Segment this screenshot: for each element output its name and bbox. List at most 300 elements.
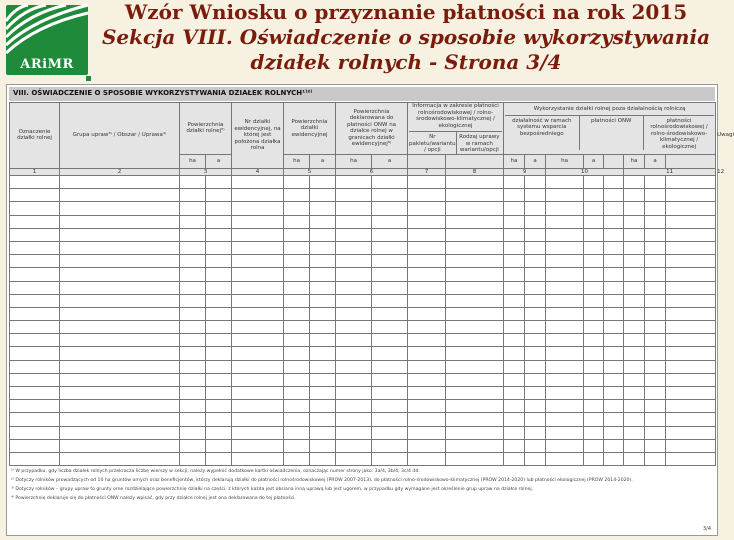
table-cell[interactable] — [408, 347, 446, 360]
table-cell[interactable] — [604, 294, 624, 307]
table-cell[interactable] — [645, 360, 666, 373]
table-cell[interactable] — [666, 426, 716, 439]
table-cell[interactable] — [206, 387, 232, 400]
table-cell[interactable] — [604, 439, 624, 452]
table-cell[interactable] — [666, 241, 716, 254]
table-cell[interactable] — [10, 439, 60, 452]
table-cell[interactable] — [10, 268, 60, 281]
table-cell[interactable] — [408, 334, 446, 347]
table-cell[interactable] — [60, 189, 180, 202]
table-cell[interactable] — [666, 189, 716, 202]
table-cell[interactable] — [206, 176, 232, 189]
table-cell[interactable] — [60, 294, 180, 307]
table-cell[interactable] — [10, 202, 60, 215]
table-cell[interactable] — [525, 387, 546, 400]
table-cell[interactable] — [206, 307, 232, 320]
table-cell[interactable] — [446, 439, 504, 452]
table-cell[interactable] — [10, 387, 60, 400]
table-cell[interactable] — [336, 255, 372, 268]
table-cell[interactable] — [546, 255, 584, 268]
table-cell[interactable] — [232, 202, 284, 215]
table-cell[interactable] — [372, 373, 408, 386]
table-cell[interactable] — [645, 189, 666, 202]
table-cell[interactable] — [408, 228, 446, 241]
table-cell[interactable] — [666, 281, 716, 294]
table-cell[interactable] — [504, 373, 525, 386]
table-cell[interactable] — [284, 255, 310, 268]
table-cell[interactable] — [584, 215, 604, 228]
table-cell[interactable] — [446, 426, 504, 439]
table-cell[interactable] — [408, 452, 446, 465]
table-cell[interactable] — [604, 387, 624, 400]
table-cell[interactable] — [666, 452, 716, 465]
table-cell[interactable] — [446, 189, 504, 202]
table-cell[interactable] — [232, 241, 284, 254]
table-cell[interactable] — [504, 268, 525, 281]
table-cell[interactable] — [10, 241, 60, 254]
table-cell[interactable] — [284, 307, 310, 320]
table-cell[interactable] — [180, 413, 206, 426]
table-cell[interactable] — [408, 321, 446, 334]
table-cell[interactable] — [504, 281, 525, 294]
table-cell[interactable] — [180, 373, 206, 386]
table-cell[interactable] — [232, 400, 284, 413]
table-cell[interactable] — [10, 294, 60, 307]
table-cell[interactable] — [284, 241, 310, 254]
table-cell[interactable] — [504, 439, 525, 452]
table-cell[interactable] — [504, 176, 525, 189]
table-cell[interactable] — [604, 452, 624, 465]
table-cell[interactable] — [546, 413, 584, 426]
table-cell[interactable] — [408, 202, 446, 215]
table-cell[interactable] — [604, 334, 624, 347]
table-cell[interactable] — [525, 215, 546, 228]
table-cell[interactable] — [546, 294, 584, 307]
table-cell[interactable] — [284, 176, 310, 189]
table-cell[interactable] — [624, 228, 645, 241]
table-cell[interactable] — [336, 294, 372, 307]
table-cell[interactable] — [232, 268, 284, 281]
table-cell[interactable] — [206, 241, 232, 254]
table-cell[interactable] — [284, 294, 310, 307]
table-cell[interactable] — [310, 413, 336, 426]
table-cell[interactable] — [525, 189, 546, 202]
table-cell[interactable] — [624, 255, 645, 268]
table-cell[interactable] — [372, 189, 408, 202]
table-cell[interactable] — [624, 202, 645, 215]
table-cell[interactable] — [604, 400, 624, 413]
table-cell[interactable] — [666, 413, 716, 426]
table-cell[interactable] — [232, 255, 284, 268]
table-cell[interactable] — [60, 347, 180, 360]
table-cell[interactable] — [504, 294, 525, 307]
table-cell[interactable] — [284, 321, 310, 334]
table-cell[interactable] — [284, 452, 310, 465]
table-cell[interactable] — [546, 452, 584, 465]
table-cell[interactable] — [10, 189, 60, 202]
table-cell[interactable] — [206, 228, 232, 241]
table-cell[interactable] — [180, 294, 206, 307]
table-cell[interactable] — [232, 373, 284, 386]
table-cell[interactable] — [624, 452, 645, 465]
table-cell[interactable] — [645, 281, 666, 294]
table-cell[interactable] — [604, 373, 624, 386]
table-cell[interactable] — [666, 255, 716, 268]
table-cell[interactable] — [666, 215, 716, 228]
table-cell[interactable] — [180, 176, 206, 189]
table-cell[interactable] — [310, 294, 336, 307]
table-cell[interactable] — [446, 321, 504, 334]
table-cell[interactable] — [645, 373, 666, 386]
table-cell[interactable] — [310, 439, 336, 452]
table-cell[interactable] — [525, 360, 546, 373]
table-cell[interactable] — [645, 452, 666, 465]
table-cell[interactable] — [232, 334, 284, 347]
table-cell[interactable] — [284, 228, 310, 241]
table-cell[interactable] — [284, 373, 310, 386]
table-cell[interactable] — [645, 321, 666, 334]
table-cell[interactable] — [584, 268, 604, 281]
table-cell[interactable] — [310, 360, 336, 373]
table-cell[interactable] — [584, 426, 604, 439]
table-cell[interactable] — [232, 294, 284, 307]
table-cell[interactable] — [372, 400, 408, 413]
table-cell[interactable] — [180, 215, 206, 228]
table-cell[interactable] — [624, 268, 645, 281]
table-cell[interactable] — [604, 268, 624, 281]
table-cell[interactable] — [336, 321, 372, 334]
table-cell[interactable] — [546, 281, 584, 294]
table-cell[interactable] — [310, 321, 336, 334]
table-cell[interactable] — [584, 241, 604, 254]
table-cell[interactable] — [525, 241, 546, 254]
table-cell[interactable] — [310, 268, 336, 281]
table-cell[interactable] — [525, 413, 546, 426]
table-cell[interactable] — [206, 452, 232, 465]
table-cell[interactable] — [284, 439, 310, 452]
table-cell[interactable] — [584, 452, 604, 465]
table-cell[interactable] — [180, 426, 206, 439]
table-cell[interactable] — [180, 452, 206, 465]
table-cell[interactable] — [546, 241, 584, 254]
table-cell[interactable] — [206, 255, 232, 268]
table-cell[interactable] — [408, 176, 446, 189]
table-cell[interactable] — [336, 439, 372, 452]
table-cell[interactable] — [284, 347, 310, 360]
table-cell[interactable] — [336, 189, 372, 202]
table-cell[interactable] — [624, 281, 645, 294]
table-cell[interactable] — [284, 189, 310, 202]
table-cell[interactable] — [666, 387, 716, 400]
table-cell[interactable] — [232, 413, 284, 426]
table-cell[interactable] — [624, 321, 645, 334]
table-cell[interactable] — [584, 347, 604, 360]
table-cell[interactable] — [504, 413, 525, 426]
table-cell[interactable] — [336, 373, 372, 386]
table-cell[interactable] — [666, 268, 716, 281]
table-cell[interactable] — [180, 347, 206, 360]
table-cell[interactable] — [180, 189, 206, 202]
table-cell[interactable] — [336, 334, 372, 347]
table-cell[interactable] — [446, 373, 504, 386]
table-cell[interactable] — [624, 347, 645, 360]
table-cell[interactable] — [180, 228, 206, 241]
table-cell[interactable] — [584, 373, 604, 386]
table-cell[interactable] — [504, 426, 525, 439]
table-cell[interactable] — [206, 426, 232, 439]
table-cell[interactable] — [525, 281, 546, 294]
table-cell[interactable] — [336, 387, 372, 400]
table-cell[interactable] — [284, 202, 310, 215]
table-cell[interactable] — [546, 189, 584, 202]
table-cell[interactable] — [624, 413, 645, 426]
table-cell[interactable] — [525, 334, 546, 347]
table-cell[interactable] — [336, 281, 372, 294]
table-cell[interactable] — [60, 360, 180, 373]
table-cell[interactable] — [336, 228, 372, 241]
table-cell[interactable] — [232, 307, 284, 320]
table-cell[interactable] — [60, 321, 180, 334]
table-cell[interactable] — [10, 426, 60, 439]
table-cell[interactable] — [525, 373, 546, 386]
table-cell[interactable] — [206, 268, 232, 281]
table-cell[interactable] — [645, 176, 666, 189]
table-cell[interactable] — [504, 202, 525, 215]
table-cell[interactable] — [232, 215, 284, 228]
table-cell[interactable] — [10, 360, 60, 373]
table-cell[interactable] — [584, 255, 604, 268]
table-cell[interactable] — [206, 281, 232, 294]
table-cell[interactable] — [10, 347, 60, 360]
table-cell[interactable] — [645, 228, 666, 241]
table-cell[interactable] — [446, 241, 504, 254]
table-cell[interactable] — [60, 228, 180, 241]
table-cell[interactable] — [645, 426, 666, 439]
table-cell[interactable] — [206, 400, 232, 413]
table-cell[interactable] — [372, 294, 408, 307]
table-cell[interactable] — [645, 255, 666, 268]
table-cell[interactable] — [584, 400, 604, 413]
table-cell[interactable] — [180, 321, 206, 334]
table-cell[interactable] — [645, 268, 666, 281]
table-cell[interactable] — [310, 307, 336, 320]
table-cell[interactable] — [10, 281, 60, 294]
table-cell[interactable] — [446, 202, 504, 215]
table-cell[interactable] — [232, 321, 284, 334]
table-cell[interactable] — [180, 400, 206, 413]
table-cell[interactable] — [584, 439, 604, 452]
table-cell[interactable] — [624, 373, 645, 386]
table-cell[interactable] — [206, 334, 232, 347]
table-cell[interactable] — [525, 452, 546, 465]
table-cell[interactable] — [60, 307, 180, 320]
table-cell[interactable] — [624, 294, 645, 307]
table-cell[interactable] — [206, 294, 232, 307]
table-cell[interactable] — [60, 452, 180, 465]
table-cell[interactable] — [584, 176, 604, 189]
table-cell[interactable] — [10, 176, 60, 189]
table-cell[interactable] — [310, 400, 336, 413]
table-cell[interactable] — [60, 281, 180, 294]
table-cell[interactable] — [372, 255, 408, 268]
table-cell[interactable] — [408, 387, 446, 400]
table-cell[interactable] — [232, 387, 284, 400]
table-cell[interactable] — [372, 387, 408, 400]
table-cell[interactable] — [504, 228, 525, 241]
table-cell[interactable] — [546, 307, 584, 320]
table-cell[interactable] — [624, 439, 645, 452]
table-cell[interactable] — [10, 307, 60, 320]
table-cell[interactable] — [446, 281, 504, 294]
table-cell[interactable] — [232, 360, 284, 373]
table-cell[interactable] — [408, 307, 446, 320]
table-cell[interactable] — [525, 347, 546, 360]
table-cell[interactable] — [310, 347, 336, 360]
table-cell[interactable] — [624, 307, 645, 320]
table-cell[interactable] — [180, 268, 206, 281]
table-cell[interactable] — [60, 215, 180, 228]
table-cell[interactable] — [546, 268, 584, 281]
table-cell[interactable] — [504, 452, 525, 465]
table-cell[interactable] — [284, 268, 310, 281]
table-cell[interactable] — [525, 321, 546, 334]
table-cell[interactable] — [446, 452, 504, 465]
table-cell[interactable] — [408, 439, 446, 452]
table-cell[interactable] — [180, 307, 206, 320]
table-cell[interactable] — [336, 360, 372, 373]
table-cell[interactable] — [180, 255, 206, 268]
table-cell[interactable] — [546, 202, 584, 215]
table-cell[interactable] — [645, 202, 666, 215]
table-cell[interactable] — [60, 202, 180, 215]
table-cell[interactable] — [666, 360, 716, 373]
table-cell[interactable] — [284, 400, 310, 413]
table-cell[interactable] — [666, 334, 716, 347]
table-cell[interactable] — [180, 360, 206, 373]
table-cell[interactable] — [372, 307, 408, 320]
table-cell[interactable] — [666, 228, 716, 241]
table-cell[interactable] — [60, 373, 180, 386]
table-cell[interactable] — [372, 452, 408, 465]
table-cell[interactable] — [645, 307, 666, 320]
table-cell[interactable] — [504, 360, 525, 373]
table-cell[interactable] — [525, 294, 546, 307]
table-cell[interactable] — [206, 373, 232, 386]
table-cell[interactable] — [504, 347, 525, 360]
table-cell[interactable] — [446, 268, 504, 281]
table-cell[interactable] — [232, 281, 284, 294]
table-cell[interactable] — [284, 426, 310, 439]
table-cell[interactable] — [604, 426, 624, 439]
table-cell[interactable] — [310, 373, 336, 386]
table-cell[interactable] — [60, 439, 180, 452]
table-cell[interactable] — [336, 176, 372, 189]
table-cell[interactable] — [525, 439, 546, 452]
table-cell[interactable] — [408, 255, 446, 268]
table-cell[interactable] — [504, 255, 525, 268]
table-cell[interactable] — [372, 228, 408, 241]
table-cell[interactable] — [60, 268, 180, 281]
table-cell[interactable] — [60, 387, 180, 400]
table-cell[interactable] — [446, 360, 504, 373]
table-cell[interactable] — [604, 189, 624, 202]
table-cell[interactable] — [206, 360, 232, 373]
table-cell[interactable] — [180, 241, 206, 254]
table-cell[interactable] — [372, 360, 408, 373]
table-cell[interactable] — [372, 426, 408, 439]
table-cell[interactable] — [504, 400, 525, 413]
table-cell[interactable] — [446, 413, 504, 426]
table-cell[interactable] — [310, 176, 336, 189]
table-cell[interactable] — [232, 426, 284, 439]
table-cell[interactable] — [408, 241, 446, 254]
table-cell[interactable] — [645, 294, 666, 307]
table-cell[interactable] — [10, 334, 60, 347]
table-cell[interactable] — [232, 439, 284, 452]
table-cell[interactable] — [446, 294, 504, 307]
table-cell[interactable] — [546, 373, 584, 386]
table-cell[interactable] — [584, 189, 604, 202]
table-cell[interactable] — [504, 189, 525, 202]
table-cell[interactable] — [546, 176, 584, 189]
table-cell[interactable] — [310, 281, 336, 294]
table-cell[interactable] — [624, 189, 645, 202]
table-cell[interactable] — [624, 176, 645, 189]
table-cell[interactable] — [206, 321, 232, 334]
table-cell[interactable] — [284, 360, 310, 373]
table-cell[interactable] — [60, 334, 180, 347]
table-cell[interactable] — [372, 347, 408, 360]
table-cell[interactable] — [10, 215, 60, 228]
table-cell[interactable] — [336, 202, 372, 215]
table-cell[interactable] — [60, 426, 180, 439]
table-cell[interactable] — [446, 400, 504, 413]
table-cell[interactable] — [372, 439, 408, 452]
table-cell[interactable] — [446, 347, 504, 360]
table-cell[interactable] — [666, 347, 716, 360]
table-cell[interactable] — [584, 294, 604, 307]
table-cell[interactable] — [504, 387, 525, 400]
table-cell[interactable] — [446, 215, 504, 228]
table-cell[interactable] — [180, 334, 206, 347]
table-cell[interactable] — [310, 387, 336, 400]
table-cell[interactable] — [624, 426, 645, 439]
table-cell[interactable] — [604, 307, 624, 320]
table-cell[interactable] — [60, 400, 180, 413]
table-cell[interactable] — [372, 215, 408, 228]
table-cell[interactable] — [666, 176, 716, 189]
table-cell[interactable] — [546, 426, 584, 439]
table-cell[interactable] — [310, 334, 336, 347]
table-cell[interactable] — [180, 387, 206, 400]
table-cell[interactable] — [408, 215, 446, 228]
table-cell[interactable] — [336, 426, 372, 439]
table-cell[interactable] — [584, 202, 604, 215]
table-cell[interactable] — [624, 215, 645, 228]
table-cell[interactable] — [336, 307, 372, 320]
table-cell[interactable] — [604, 176, 624, 189]
table-cell[interactable] — [372, 202, 408, 215]
table-cell[interactable] — [180, 281, 206, 294]
table-cell[interactable] — [206, 202, 232, 215]
table-cell[interactable] — [645, 241, 666, 254]
table-cell[interactable] — [10, 400, 60, 413]
table-cell[interactable] — [604, 255, 624, 268]
table-cell[interactable] — [180, 202, 206, 215]
table-cell[interactable] — [666, 373, 716, 386]
table-cell[interactable] — [408, 373, 446, 386]
table-cell[interactable] — [546, 321, 584, 334]
